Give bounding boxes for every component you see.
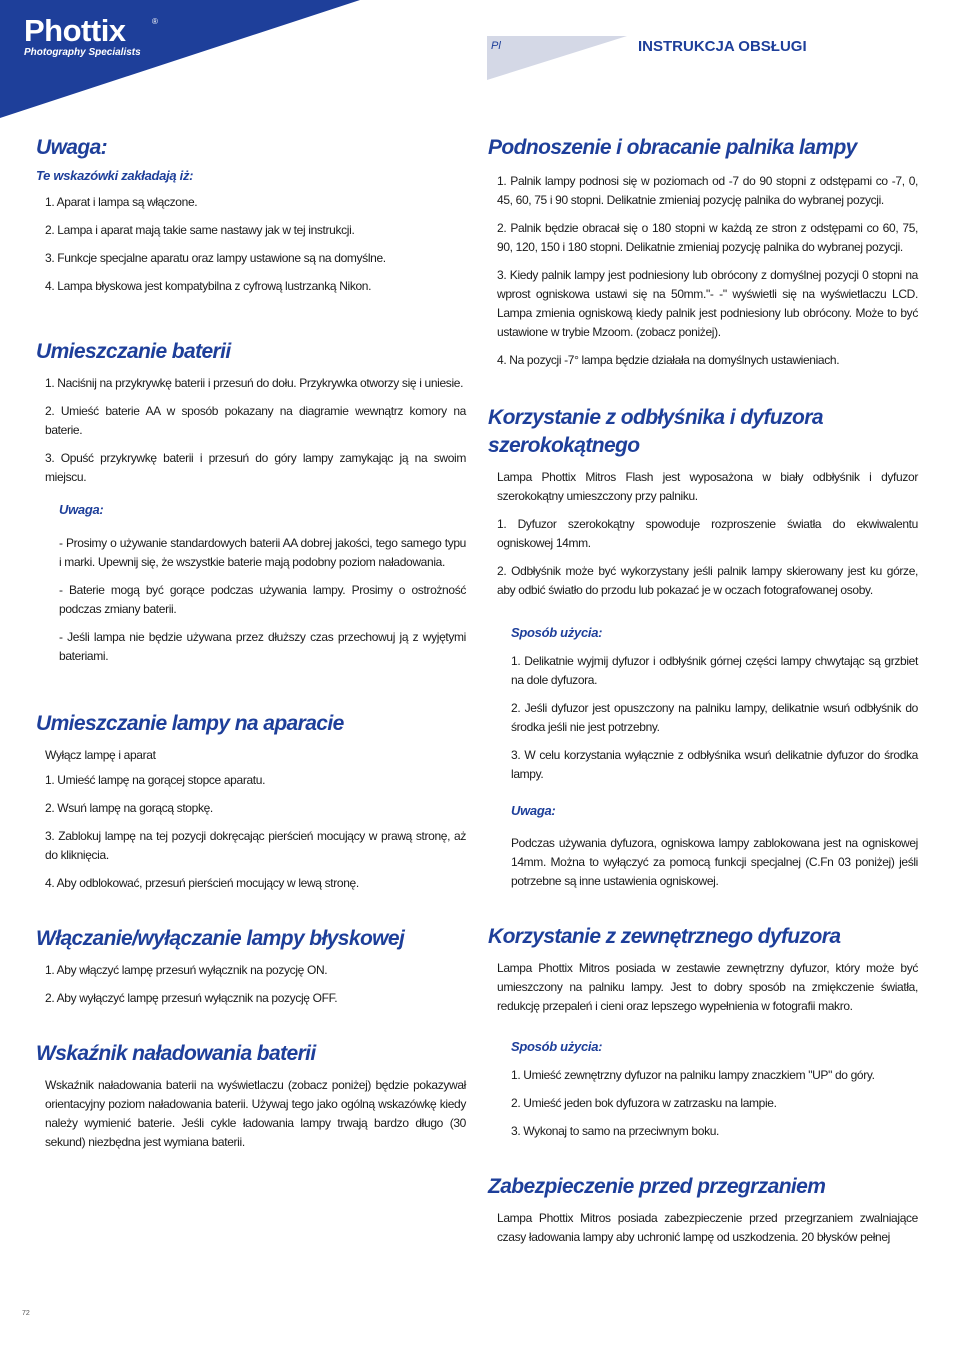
usage-item: 1. Umieść zewnętrzny dyfuzor na palniku lampy znaczkiem "UP" do góry. [511,1068,875,1082]
section-zewnetrzny [488,923,918,1141]
usage-item: 1. Delikatnie wyjmij dyfuzor i odbłyśnik górnej części lampy chwytając są grzbiet na dole dyfuzora. [511,654,918,687]
usage-title: Sposób użycia: [511,625,603,640]
usage-item: 2. Umieść jeden bok dyfuzora w zatrzasku na lampie. [511,1096,777,1110]
list-item: 2. Palnik będzie obracał się o 180 stopni w każdą ze stron z odstępami co 60, 75, 90, 120, 150 i 180 stopni. Delikatnie zmieniaj pozycję palnika do wybranej pozycji. [497,221,918,254]
list-item: 4. Lampa błyskowa jest kompatybilna z cyfrową lustrzanką Nikon. [45,279,372,293]
section-aparat [36,710,466,893]
header-band [487,36,627,80]
section-title: Włączanie/wyłączanie lampy błyskowej [36,927,405,950]
section-palnik [488,134,918,370]
section-title: Zabezpieczenie przed przegrzaniem [488,1175,826,1198]
note-text: Podczas używania dyfuzora, ogniskowa lampy zablokowana jest na ogniskowej 14mm. Można to wyłączyć za pomocą funkcji specjalnej (C.Fn 03 poniżej) jeśli potrzebne są inne ustawienia ogniskowej. [511,836,918,888]
usage-title: Sposób użycia: [511,1039,603,1054]
section-title: Umieszczanie lampy na aparacie [36,712,344,735]
usage-item: 3. W celu korzystania wyłącznie z odbłyśnika wsuń delikatnie dyfuzor do środka lampy. [511,748,918,781]
intro-text: Lampa Phottix Mitros Flash jest wyposażona w biały odbłyśnik i dyfuzor szerokokątny umieszczony przy palniku. [497,470,918,503]
list-item: 1. Aby włączyć lampę przesuń wyłącznik na pozycję ON. [45,963,328,977]
usage-item: 2. Jeśli dyfuzor jest opuszczony na palniku lampy, delikatnie wsuń odbłyśnik do środka jeśli nie jest potrzebny. [511,701,918,734]
list-item: 2. Aby wyłączyć lampę przesuń wyłącznik na pozycję OFF. [45,991,338,1005]
section-uwaga [36,134,466,296]
section-title: Umieszczanie baterii [36,340,231,363]
language-label: Pl [491,40,501,52]
note-item: - Baterie mogą być gorące podczas używania lampy. Prosimy o ostrożność podczas zmiany baterii. [59,583,466,616]
list-item: 3. Kiedy palnik lampy jest podniesiony lub obrócony z domyślnej pozycji 0 stopni na wprost ogniskowa ustawi się na 50mm."- -" wyświetli się na wyświetlaczu LCD. Lampa zmienia ogniskową kiedy palnik jest podniesiony lub obrócony. Może to być ustawione w trybie Mzoom. (zobacz poniżej). [497,268,918,339]
page-number: 72 [22,1310,30,1317]
list-item: 4. Na pozycji -7° lampa będzie działała na domyślnych ustawieniach. [497,353,840,367]
section-wlaczanie [36,925,466,1008]
section-title: Korzystanie z zewnętrznego dyfuzora [488,925,841,948]
section-subtitle: Te wskazówki zakładają iż: [36,168,194,183]
list-item: 1. Palnik lampy podnosi się w poziomach od -7 do 90 stopni z odstępami co -7, 0, 45, 60, 75 i 90 stopni. Delikatnie zmieniaj pozycję palnika do wybranej pozycji. [497,174,918,207]
list-item: 3. Funkcje specjalne aparatu oraz lampy ustawione są na domyślne. [45,251,386,265]
section-wskaznik [36,1040,466,1152]
right-column [488,134,918,1247]
note-title: Uwaga: [59,502,104,517]
list-item: 1. Naciśnij na przykrywkę baterii i przesuń do dołu. Przykrywka otworzy się i uniesie. [45,376,464,390]
registered-mark: ® [152,17,158,26]
section-odblysnik [488,404,918,891]
intro-text: Wyłącz lampę i aparat [45,748,156,762]
note-title: Uwaga: [511,803,556,818]
note-item: - Jeśli lampa nie będzie używana przez dłuższy czas przechowuj ją z wyjętymi bateriami. [59,630,466,663]
note-item: - Prosimy o używanie standardowych baterii AA dobrej jakości, tego samego typu i marki. Upewnij się, że wszystkie baterie mają podobny poziom naładowania. [59,536,466,569]
section-przegrzanie [488,1173,918,1247]
list-item: 2. Lampa i aparat mają takie same nastawy jak w tej instrukcji. [45,223,355,237]
section-baterie [36,338,466,666]
section-title: Uwaga: [36,136,108,159]
usage-item: 3. Wykonaj to samo na przeciwnym boku. [511,1124,720,1138]
list-item: 4. Aby odblokować, przesuń pierścień mocujący w lewą stronę. [45,876,359,890]
phottix-logo [24,13,158,58]
list-item: 2. Odbłyśnik może być wykorzystany jeśli palnik lampy skierowany jest ku górze, aby odbić światło do przodu lub pokazać je w oczach fotografowanej osoby. [497,564,918,597]
header-title: INSTRUKCJA OBSŁUGI [638,38,807,55]
section-title: Korzystanie z odbłyśnika i dyfuzora szerokokątnego [488,406,823,457]
paragraph: Wskaźnik naładowania baterii na wyświetlaczu (zobacz poniżej) będzie pokazywał orientacyjny poziom naładowania baterii. Używaj tego jako ogólną wskazówkę kiedy należy wymienić baterie. Jeśli cykle ładowania lampy trwają bardzo długo (30 sekund) niezbędna jest wymiana baterii. [45,1078,466,1149]
list-item: 1. Aparat i lampa są włączone. [45,195,198,209]
list-item: 2. Umieść baterie AA w sposób pokazany na diagramie wewnątrz komory na baterie. [45,404,466,437]
list-item: 3. Zablokuj lampę na tej pozycji dokręcając pierścień mocujący w prawą stronę, aż do kliknięcia. [45,829,466,862]
left-column [36,134,466,1152]
section-title: Wskaźnik naładowania baterii [36,1042,316,1065]
list-item: 1. Umieść lampę na gorącej stopce aparatu. [45,773,266,787]
list-item: 1. Dyfuzor szerokokątny spowoduje rozproszenie światła do ekwiwalentu ogniskowej 14mm. [497,517,918,550]
list-item: 3. Opuść przykrywkę baterii i przesuń do góry lampy zamykając ją na swoim miejscu. [45,451,466,484]
list-item: 2. Wsuń lampę na gorącą stopkę. [45,801,213,815]
logo-name: Phottix [24,13,126,48]
section-title: Podnoszenie i obracanie palnika lampy [488,136,857,159]
logo-tagline: Photography Specialists [24,47,141,58]
intro-text: Lampa Phottix Mitros posiada w zestawie zewnętrzny dyfuzor, który może być umieszczony na palniku lampy. Jest to dobry sposób na zmiękczenie światła, redukcję przepaleń i cieni oraz lepszego wypełnienia w fotografii makro. [497,961,918,1013]
paragraph: Lampa Phottix Mitros posiada zabezpieczenie przed przegrzaniem zwalniające czasy ładowania lampy aby uchronić lampę od uszkodzenia. 20 błysków pełnej [497,1211,918,1244]
